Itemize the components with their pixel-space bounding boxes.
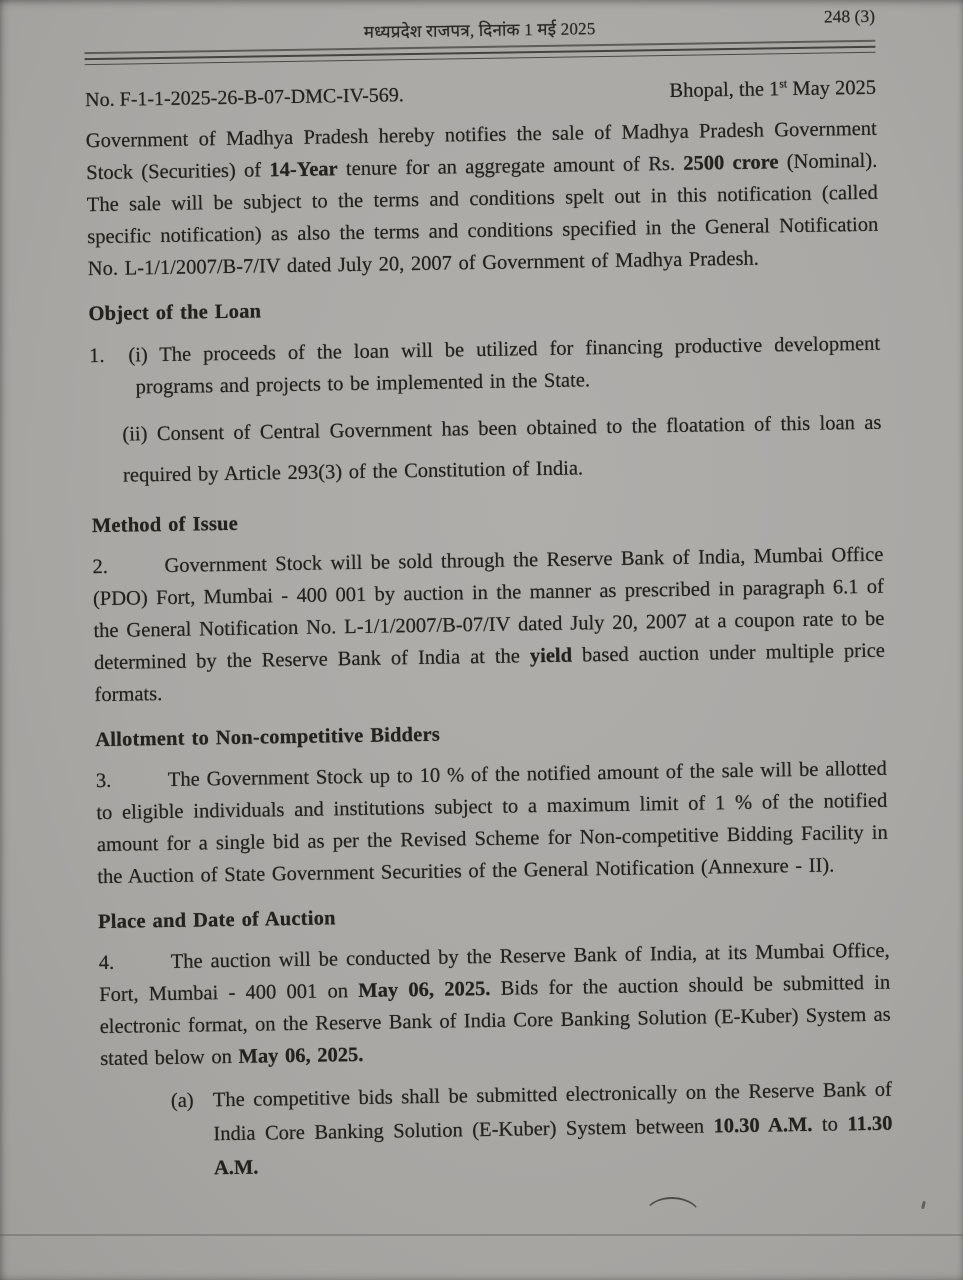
item-marker: 3.: [95, 769, 112, 793]
text-segment: Government of Madhya Pradesh hereby notifies the sale of Madhya Pradesh Government Stock (Securities) of: [85, 117, 877, 185]
text-segment: The competitive bids shall be submitted electronically on the Reserve Bank of India Core Banking Solution (E-Kuber) System between: [212, 1078, 892, 1146]
ink-speck: [921, 1201, 926, 1209]
text-segment: 1. (i) The proceeds of the loan will be utilized for financing productive development programs and projects to be implemented in the State.: [89, 332, 881, 399]
heading-allotment-non-competitive: Allotment to Non-competitive Bidders: [95, 723, 441, 752]
text-segment: (Nominal). The sale will be subject to the terms and conditions spelt out in this notification (called specific notification) as also the terms and conditions specified in the General Notification No. L-1/1/2007/B-7/IV dated July 20, 2007 of Government of Madhya Pradesh.: [86, 149, 879, 281]
notification-number: No. F-1-1-2025-26-B-07-DMC-IV-569.: [85, 84, 404, 112]
date-suffix: May 2025: [787, 76, 877, 101]
bold-text-segment: 14-Year: [269, 158, 338, 182]
item-marker: 2.: [92, 555, 109, 579]
document-body: [86, 113, 894, 1187]
paragraph-3: [96, 753, 889, 893]
item-marker: 4.: [98, 951, 115, 975]
intro-paragraph: [86, 113, 879, 285]
item-marker: (a): [170, 1089, 194, 1112]
date-prefix: Bhopal, the 1: [669, 78, 780, 102]
text-segment: to: [812, 1113, 848, 1136]
bold-text-segment: 11.30 A.M.: [213, 1112, 893, 1180]
text-segment: tenure for an aggregate amount of Rs.: [337, 152, 684, 181]
pen-mark-arc: [645, 1196, 702, 1217]
item-1-i: [89, 328, 881, 404]
bold-text-segment: May 06, 2025.: [358, 977, 491, 1002]
header-rule-double: [85, 46, 876, 65]
date-ordinal: st: [779, 76, 788, 91]
paragraph-4: [98, 935, 891, 1075]
masthead: [84, 6, 875, 44]
text-segment: (ii) Consent of Central Government has been obtained to the floatation of this loan as required by Article 293(3) of the Constitution of India.: [122, 411, 882, 487]
item-a: [171, 1073, 894, 1186]
bold-text-segment: 10.30 A.M.: [713, 1113, 813, 1138]
reference-row: [85, 77, 876, 112]
gazette-title: मध्यप्रदेश राजपत्र, दिनांक 1 मई 2025: [363, 19, 596, 42]
heading-place-and-date-of-auction: Place and Date of Auction: [97, 907, 336, 934]
bold-text-segment: 2500 crore: [683, 151, 779, 175]
text-segment: Government Stock will be sold through the Reserve Bank of India, Mumbai Office (PDO) Fort, Mumbai - 400 001 by auction in the manner as prescribed in paragraph 6.1 of the General Notification No. L-1/1/2007/B-07/IV dated July 20, 2007 at a coupon rate to be determined by the Reserve Bank of India at the: [92, 543, 885, 675]
bold-text-segment: yield: [529, 644, 573, 668]
heading-object-of-the-loan: Object of the Loan: [88, 300, 262, 326]
paragraph-2: [92, 539, 885, 711]
scan-fold-line: [0, 1234, 963, 1236]
page-number: 248 (3): [823, 5, 876, 27]
text-segment: Bids for the auction should be submitted in electronic format, on the Reserve Bank of India Core Banking Solution (E-Kuber) System as stated below on: [99, 971, 891, 1071]
place-and-date: [669, 77, 876, 103]
bold-text-segment: May 06, 2025.: [238, 1043, 364, 1068]
text-segment: The Government Stock up to 10 % of the notified amount of the sale will be allotted to eligible individuals and institutions subject to a maximum limit of 1 % of the notified amount for a single bid as per the Revised Scheme for Non-competitive Bidding Facility in the Auction of State Government Securities of the General Notification (Annexure - II).: [96, 757, 888, 889]
text-segment: The auction will be conducted by the Reserve Bank of India, at its Mumbai Office, Fort, Mumbai - 400 001 on: [99, 939, 890, 1007]
heading-method-of-issue: Method of Issue: [91, 512, 239, 538]
text-segment: based auction under multiple price formats.: [94, 639, 886, 707]
item-1-ii: [122, 403, 882, 497]
